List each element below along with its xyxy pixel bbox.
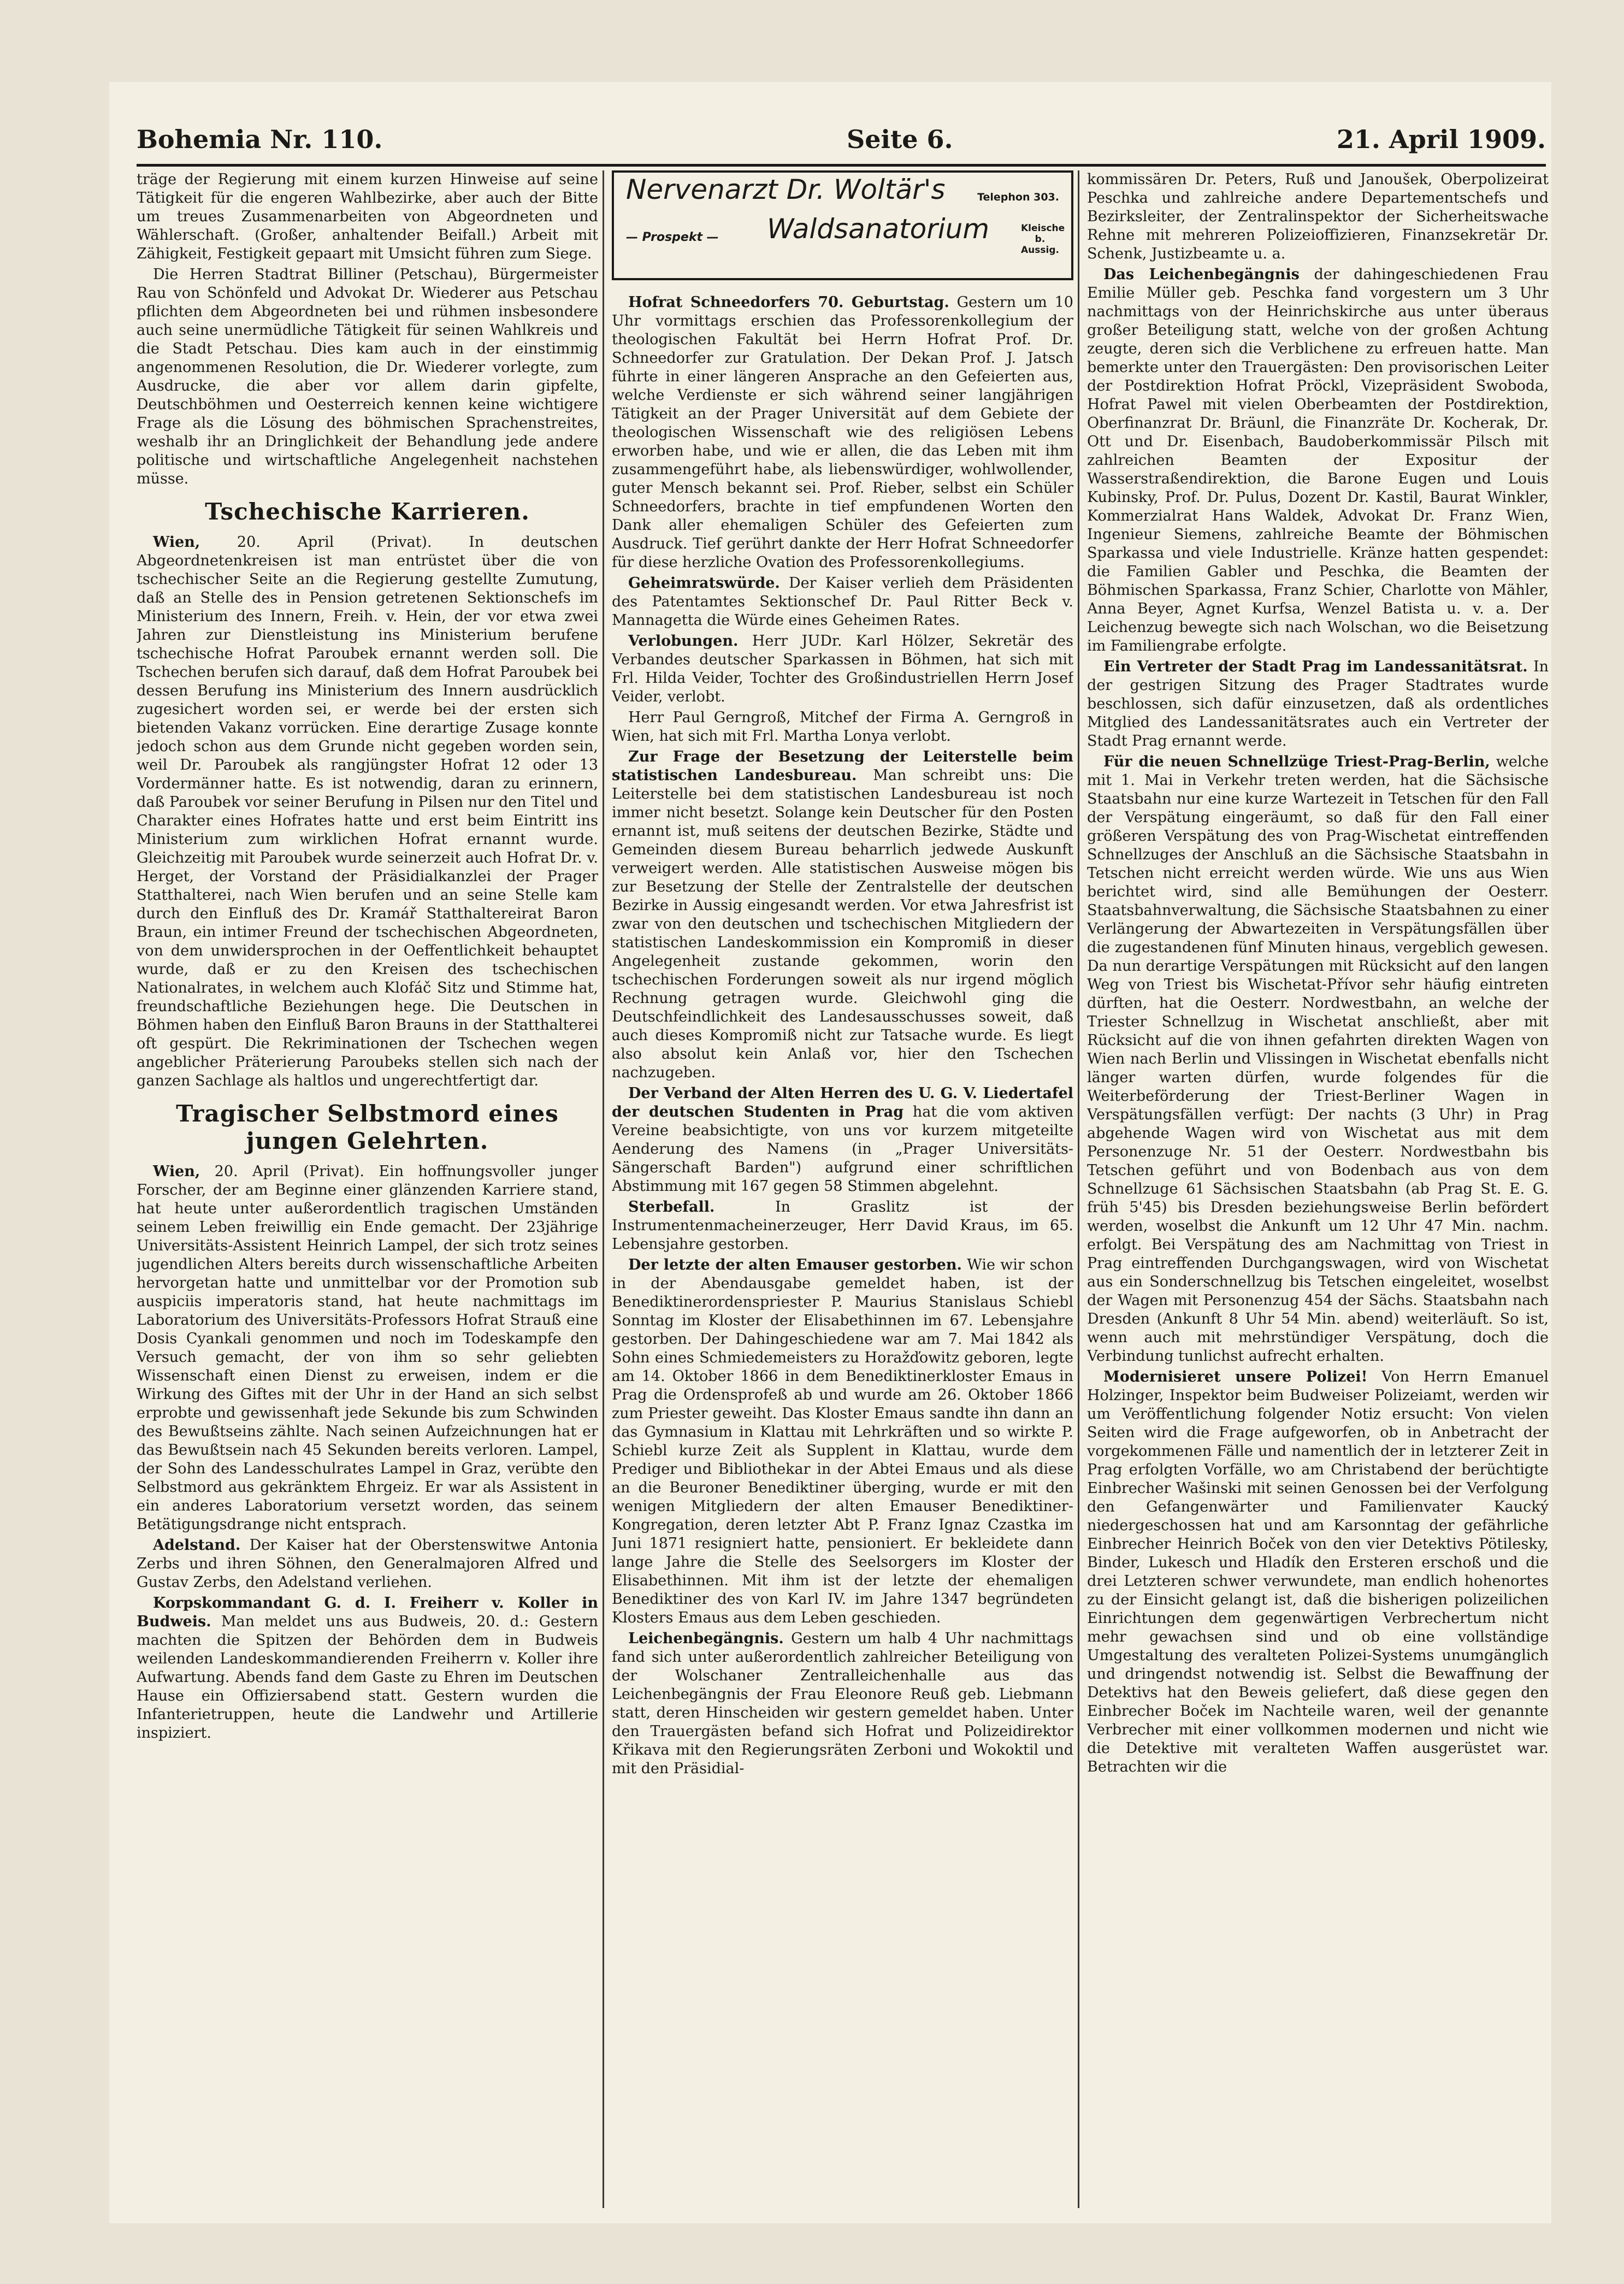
paragraph	[612, 1256, 1073, 1627]
paragraph-text: Man meldet uns aus Budweis, 20. d.: Gestern machten die Spitzen der Behörden dem in Budweis weilenden Landeskommandierenden Freiherrn v. Koller ihre Aufwartung. Abends fand dem Gaste zu Ehren im Deutschen Hause ein Offiziersabend statt. Gestern wurden die Infanterietruppen, heute die Landwehr und Artillerie inspiziert.	[137, 1613, 598, 1742]
paragraph	[612, 1084, 1073, 1196]
ad-title: Nervenarzt Dr. Woltär's	[626, 174, 946, 205]
paragraph-text: 20. April (Privat). In deutschen Abgeordnetenkreisen ist man entrüstet über die von tschechischer Seite an die Regierung gestellte Zumutung, daß an Stelle des in Pension getretenen Sektionschefs im Ministerium des Innern, Freih. v. Hein, der vor etwa zwei Jahren zur Dienstleistung ins Ministerium berufene tschechische Hofrat Paroubek ernannt werden soll. Die Tschechen berufen sich darauf, daß dem Hofrat Paroubek bei dessen Berufung ins Ministerium des Innern ausdrücklich zugesichert worden sei, er werde bei der ersten sich bietenden Vakanz vorrücken. Eine derartige Zusage konnte jedoch schon aus dem Grunde nicht gegeben worden sein, weil Dr. Paroubek als rangjüngster Hofrat 12 oder 13 Vordermänner hatte. Es ist notwendig, daran zu erinnern, daß Paroubek vor seiner Berufung in Pilsen nur den Titel und Charakter eines Hofrates hatte und erst beim Eintritt ins Ministerium zum wirklichen Hofrat ernannt wurde. Gleichzeitig mit Paroubek wurde seinerzeit auch Hofrat Dr. v. Herget, der Vorstand der Präsidialkanzlei der Prager Statthalterei, nach Wien berufen und an seine Stelle kam durch den Einfluß des Dr. Kramář Statthaltereirat Baron Braun, ein intimer Freund der tschechischen Abgeordneten, von dem unwidersprochen in der Oeffentlichkeit behauptet wurde, daß er zu den Kreisen des tschechischen Nationalrates, in welchem auch Klofáč Sitz und Stimme hat, freundschaftliche Beziehungen hege. Die Deutschen in Böhmen haben den Einfluß Baron Brauns in der Statthalterei oft gespürt. Die Rekriminationen der Tschechen wegen angeblicher Präterierung Paroubeks stellen sich nach der ganzen Sachlage als haltlos und ungerechtfertigt dar.	[137, 534, 598, 1089]
ad-subtitle: Waldsanatorium	[767, 213, 990, 245]
paragraph-lead: Wien,	[153, 1163, 200, 1180]
paragraph-text: 20. April (Privat). Ein hoffnungsvoller junger Forscher, der am Beginne einer glänzenden Karriere stand, hat heute unter außerordentlich tragischen Umständen seinem Leben freiwillig ein Ende gemacht. Der 23jährige Universitäts-Assistent Heinrich Lampel, der sich trotz seines jugendlichen Alters bereits durch wissenschaftliche Arbeiten hervorgetan hatte und unmittelbar vor der Promotion sub auspiciis imperatoris stand, hat heute nachmittags im Laboratorium des Universitäts-Professors Hofrat Strauß eine Dosis Cyankali genommen und noch im Todeskampfe den Versuch gemacht, der von ihm so sehr geliebten Wissenschaft einen Dienst zu erweisen, indem er die Wirkung des Giftes mit der Uhr in der Hand an sich selbst erprobte und gewissenhaft jede Sekunde bis zum Schwinden des Bewußtseins zählte. Nach seinen Aufzeichnungen hat er das Bewußtsein nach 45 Sekunden bereits verloren. Lampel, der Sohn des Landesschulrates Lampel in Graz, verübte den Selbstmord aus gekränktem Ehrgeiz. Er war als Assistent in ein anderes Laboratorium versetzt worden, das seinem Betätigungsdrange nicht entsprach.	[137, 1163, 598, 1533]
page-header	[137, 125, 1546, 163]
paragraph: kommissären Dr. Peters, Ruß und Janoušek, Oberpolizeirat Peschka und zahlreiche andere Departementschefs und Bezirksleiter, der Zentralinspektor der Sicherheitswache Rehne mit mehreren Polizeioffizieren, Finanzsekretär Dr. Schenk, Justizbeamte u. a.	[1087, 171, 1549, 262]
paragraph	[1087, 265, 1549, 656]
paragraph-text: Gestern um 10 Uhr vormittags erschien das Professorenkollegium der theologischen Fakultät bei Herrn Hofrat Prof. Dr. Schneedorfer zur Gratulation. Der Dekan Prof. J. Jatsch führte in einer längeren Ansprache an den Gefeierten aus, welche Verdienste er sich während seiner langjährigen Tätigkeit an der Prager Universität auf dem Gebiete der theologischen Wissenschaft wie des religiösen Lebens erworben habe, und wie er allen, die das Leben mit ihm zusammengeführt habe, als liebenswürdiger, wohlwollender, guter Mensch bekannt sei. Prof. Rieber, selbst ein Schüler Schneedorfers, brachte in tief empfundenen Worten den Dank aller ehemaligen Schüler des Gefeierten zum Ausdruck. Tief gerührt dankte der Herr Hofrat Schneedorfer für diese herzliche Ovation des Professorenkollegiums.	[612, 294, 1073, 571]
paragraph-text: Von Herrn Emanuel Holzinger, Inspektor beim Budweiser Polizeiamt, werden wir um Veröffentlichung folgender Notiz ersucht: Von vielen Seiten wird die Frage aufgeworfen, ob in Anbetracht der vorgekommenen Fälle und namentlich der in letzterer Zeit in Prag erfolgten Vorfälle, wo am Christabend der berüchtigte Einbrecher Wašinski mit seinen Genossen bei der Verfolgung den Gefangenwärter und Familienvater Kaucký niedergeschossen hat und am Karsonntag der gefährliche Einbrecher Heinrich Boček von den vier Detektivs Pötilesky, Binder, Lukesch und Hladík den Ersteren erschoß und die drei Letzteren schwer verwundete, man endlich hohenortes zu der Einsicht gelangt ist, daß die bisherigen polizeilichen Einrichtungen dem gegenwärtigen Verbrechertum nicht mehr gewachsen sind und ob eine vollständige Umgestaltung des veralteten Polizei-Systems unumgänglich und dringendst notwendig ist. Selbst die Bewaffnung der Detektivs hat den Beweis geliefert, daß diese gegen den Einbrecher Boček im Nachteile waren, weil der genannte Verbrecher mit einer vollkommen modernen und nicht wie die Detektive mit veralteten Waffen ausgerüstet war. Betrachten wir die	[1087, 1368, 1549, 1775]
column-3	[1087, 170, 1549, 2214]
paragraph	[137, 533, 598, 1090]
paragraph-lead: Modernisieret unsere Polizei!	[1103, 1368, 1368, 1385]
paragraph-text: Gestern um halb 4 Uhr nachmittags fand sich unter außerordentlich zahlreicher Beteiligung von der Wolschaner Zentralleichenhalle aus das Leichenbegängnis der Frau Eleonore Reuß geb. Liebmann statt, deren Hinscheiden wir gestern gemeldet haben. Unter den Trauergästen befand sich Hofrat und Polizeidirektor Křikava mit den Regierungsräten Zerboni und Wokoktil und mit den Präsidial-	[612, 1630, 1073, 1777]
paragraph-text: Herr JUDr. Karl Hölzer, Sekretär des Verbandes deutscher Sparkassen in Böhmen, hat sich mit Frl. Hilda Veider, Tochter des Großindustriellen Herrn Josef Veider, verlobt.	[612, 633, 1073, 705]
paragraph-text: Der Kaiser verlieh dem Präsidenten des Patentamtes Sektionschef Dr. Paul Ritter Beck v. Mannagetta die Würde eines Geheimen Rates.	[612, 575, 1073, 629]
paragraph	[1087, 753, 1549, 1366]
paragraph	[612, 1198, 1073, 1254]
paragraph-text: Der Kaiser hat der Oberstenswitwe Antonia Zerbs und ihren Söhnen, den Generalmajoren Alfred und Gustav Zerbs, den Adelstand verliehen.	[137, 1537, 598, 1591]
paragraph-text: In Graslitz ist der Instrumentenmacheinerzeuger, Herr David Kraus, im 65. Lebensjahre gestorben.	[612, 1199, 1073, 1253]
paragraph: träge der Regierung mit einem kurzen Hinweise auf seine Tätigkeit für die engeren Wahlbezirke, aber auch der Bitte um treues Zusammenarbeiten von Abgeordneten und Wählerschaft. (Großer, anhaltender Beifall.) Arbeit mit Zähigkeit, Festigkeit gepaart mit Umsicht führen zum Siege.	[137, 171, 598, 262]
column-1	[137, 170, 598, 2214]
paragraph-text: hat die vom aktiven Vereine beabsichtigte, von uns vor kurzem mitgeteilte Aenderung des Namens (in „Prager Universitäts-Sängerschaft Barden") aufgrund einer schriftlichen Abstimmung mit 167 gegen 58 Stimmen abgelehnt.	[612, 1103, 1073, 1195]
article-headline: Tschechische Karrieren.	[205, 498, 530, 525]
paragraph-lead: Wien,	[153, 534, 200, 551]
column-2	[612, 170, 1073, 2214]
paragraph	[137, 1536, 598, 1592]
paragraph-lead: Hofrat Schneedorfers 70. Geburtstag.	[628, 294, 949, 311]
newspaper-name: Bohemia Nr. 110.	[137, 125, 383, 154]
paragraph-lead: Geheimratswürde.	[628, 575, 780, 592]
ad-phone: Telephon 303.	[977, 191, 1059, 203]
paragraph	[612, 293, 1073, 572]
ad-prospekt: — Prospekt —	[626, 231, 719, 244]
paragraph	[612, 1630, 1073, 1778]
paragraph	[612, 574, 1073, 630]
paragraph-text: der dahingeschiedenen Frau Emilie Müller geb. Peschka fand vorgestern um 3 Uhr nachmittags von der Heinrichskirche aus unter überaus großer Beteiligung statt, welche von der großen Achtung zeugte, deren sich die Verblichene zu erfreuen hatte. Man bemerkte unter den Trauergästen: Den provisorischen Leiter der Postdirektion Hofrat Pröckl, Vizepräsident Swoboda, Hofrat Pawel mit vielen Oberbeamten der Postdirektion, Oberfinanzrat Dr. Bräunl, die Finanzräte Dr. Kocherak, Dr. Ott und Dr. Eisenbach, Baudoberkommissär Pilsch mit zahlreichen Beamten der Expositur der Wasserstraßendirektion, die Barone Eugen und Louis Kubinsky, Prof. Dr. Pulus, Dozent Dr. Kastil, Baurat Winkler, Kommerzialrat Hans Waldek, Advokat Dr. Franz Wien, Ingenieur Siemens, zahlreiche Beamte der Böhmischen Sparkassa und viele Industrielle. Kränze hatten gespendet: die Familien Gabler und Peschka, die Beamten der Böhmischen Sparkassa, Franz Schier, Charlotte von Mähler, Anna Beyer, Agnet Kurfsa, Wenzel Batista u. v. a. Der Leichenzug bewegte sich nach Wolschan, wo die Beisetzung im Familiengrabe erfolgte.	[1087, 266, 1549, 654]
paragraph-lead: Zur Frage der Besetzung der Leiterstelle beim statistischen Landesbureau.	[612, 748, 1073, 784]
paragraph: Herr Paul Gerngroß, Mitchef der Firma A. Gerngroß in Wien, hat sich mit Frl. Martha Lonya verlobt.	[612, 709, 1073, 745]
article-headline: Tragischer Selbstmord eines jungen Gelehrten.	[176, 1100, 559, 1154]
paragraph-text: welche mit 1. Mai in Verkehr treten werden, hat die Sächsische Staatsbahn nur eine kurze Wartezeit in Tetschen für den Fall der Verspätung eingeräumt, so daß für den Fall einer größeren Verspätung des von Prag-Wischetat eintreffenden Schnellzuges der Anschluß an die Sächsische Staatsbahn in Tetschen nicht erreicht werden würde. Wie uns aus Wien berichtet wird, sind alle Bemühungen der Oesterr. Staatsbahnverwaltung, die Sächsische Staatsbahnen zu einer Verlängerung der Abwartezeiten in Verspätungsfällen über die zugestandenen fünf Minuten hinaus, vergeblich gewesen. Da nun derartige Verspätungen mit Rücksicht auf den langen Weg von Triest bis Wischetat-Přívor sehr häufig eintreten dürften, hat die Oesterr. Nordwestbahn, an welche der Triester Schnellzug in Wischetat anschließt, aber mit Rücksicht auf die von ihnen gefahrten direkten Wagen von Wien nach Berlin und Vlissingen in Wischetat ebenfalls nicht länger warten dürfen, wurde folgendes für die Weiterbeförderung der Triest-Berliner Wagen in Verspätungsfällen verfügt: Der nachts (3 Uhr) in Prag abgehende Wagen wird von Wischetat aus mit dem Personenzuge Nr. 51 der Oesterr. Nordwestbahn bis Tetschen geführt und von Bodenbach aus von dem Schnellzuge 61 Sächsischen Staatsbahn (ab Prag St. E. G. früh 5'45) bis Dresden beziehungsweise Berlin befördert werden, woselbst die Ankunft um 12 Uhr 47 Min. nachm. erfolgt. Bei Verspätung des am Nachmittag von Triest in Prag eintreffenden Durchgangswagen, wird von Wischetat aus ein Sonderschnellzug bis Tetschen eingeleitet, woselbst der Wagen mit Personenzug 454 der Sächs. Staatsbahn nach Dresden (Ankunft 8 Uhr 54 Min. abend) weiterläuft. So ist, wenn auch mit mehrstündiger Verspätung, doch die Verbindung tunlichst aufrecht erhalten.	[1087, 753, 1549, 1365]
column-rule	[603, 170, 604, 2208]
paragraph	[612, 632, 1073, 706]
column-rule	[1078, 170, 1079, 2208]
paragraph-lead: Sterbefall.	[628, 1199, 715, 1215]
paragraph-lead: Adelstand.	[153, 1537, 241, 1554]
paragraph-lead: Leichenbegängnis.	[628, 1630, 784, 1647]
ad-place: Kleische b. Aussig.	[1021, 223, 1065, 256]
page-number: Seite 6.	[847, 125, 953, 154]
paragraph	[1087, 658, 1549, 751]
paragraph	[137, 1162, 598, 1534]
header-rule	[137, 164, 1546, 167]
paragraph-lead: Für die neuen Schnellzüge Triest-Prag-Berlin,	[1103, 753, 1490, 770]
issue-date: 21. April 1909.	[1336, 125, 1546, 154]
paragraph	[137, 1594, 598, 1743]
paragraph	[1087, 1368, 1549, 1777]
paragraph-lead: Verlobungen.	[628, 633, 739, 650]
paragraph-lead: Ein Vertreter der Stadt Prag im Landessanitätsrat.	[1103, 658, 1528, 675]
paragraph-lead: Der Verband der Alten Herren des U. G. V. Liedertafel der deutschen Studenten in Prag	[612, 1085, 1073, 1120]
paragraph-lead: Korpskommandant G. d. I. Freiherr v. Koller in Budweis.	[137, 1595, 598, 1630]
paragraph: Die Herren Stadtrat Billiner (Petschau), Bürgermeister Rau von Schönfeld und Advokat Dr. Wiederer aus Petschau pflichten dem Abgeordneten bei und rühmen insbesondere auch seine unermüdliche Tätigkeit für seinen Wahlkreis und die Stadt Petschau. Dies kam auch in der einstimmig angenommenen Resolution, die Dr. Wiederer vorlegte, zum Ausdrucke, die aber vor allem darin gipfelte, Deutschböhmen und Oesterreich kennen keine wichtigere Frage als die Lösung des böhmischen Sprachenstreites, weshalb ihr an Dringlichkeit der Behandlung jede andere politische und wirtschaftliche Angelegenheit nachstehen müsse.	[137, 266, 598, 487]
paragraph-text: Wie wir schon in der Abendausgabe gemeldet haben, ist der Benediktinerordenspriester P. Maurius Stanislaus Schiebl Sonntag im Kloster der Elisabethinnen im 67. Lebensjahre gestorben. Der Dahingeschiedene war am 7. Mai 1842 als Sohn eines Schmiedemeisters zu Horažďowitz geboren, legte am 14. Oktober 1866 in dem Benediktinerkloster Emaus in Prag die Ordensprofeß ab und wurde am 26. Oktober 1866 zum Priester geweiht. Das Kloster Emaus sandte ihn dann an das Gymnasium in Klattau mit Lehrkräften und so wirkte P. Schiebl kurze Zeit als Supplent in Klattau, wurde dem Prediger und Bibliothekar in der Abtei Emaus und als diese an die Beuroner Benediktiner überging, wurde er mit den wenigen Mitgliedern der alten Emauser Benediktiner-Kongregation, deren letzter Abt P. Franz Ignaz Czastka im Juni 1871 resigniert hatte, pensioniert. Er bekleidete dann lange Jahre die Stelle des Seelsorgers im Kloster der Elisabethinnen. Mit ihm ist der letzte der ehemaligen Benediktiner des von Karl IV. im Jahre 1347 begründeten Klosters Emaus aus dem Leben geschieden.	[612, 1256, 1073, 1626]
paragraph-lead: Das Leichenbegängnis	[1103, 266, 1300, 283]
sanatorium-advertisement	[612, 170, 1073, 280]
paragraph-text: Man schreibt uns: Die Leiterstelle bei dem statistischen Landesbureau ist noch immer nicht besetzt. Solange kein Deutscher für den Posten ernannt ist, muß seitens der deutschen Bezirke, Städte und Gemeinden diesem Bureau beharrlich jedwede Auskunft verweigert werden. Alle statistischen Ausweise mögen bis zur Besetzung der Stelle der Zentralstelle der deutschen Bezirke in Aussig eingesandt werden. Vor etwa Jahresfrist ist zwar von den deutschen und tschechischen Mitgliedern der statistischen Landeskommission ein Kompromiß in dieser Angelegenheit zustande gekommen, worin den tschechischen Forderungen soweit als nur irgend möglich Rechnung getragen wurde. Gleichwohl ging die Deutschfeindlichkeit des Landesausschusses soweit, daß auch dieses Kompromiß nicht zur Tatsache wurde. Es liegt also absolut kein Anlaß vor, hier den Tschechen nachzugeben.	[612, 767, 1073, 1081]
paragraph-lead: Der letzte der alten Emauser gestorben.	[628, 1256, 962, 1273]
paragraph-text: In der gestrigen Sitzung des Prager Stadtrates wurde beschlossen, sich dafür einzusetzen, daß als ordentliches Mitglied des Landessanitätsrates auch ein Vertreter der Stadt Prag ernannt werde.	[1087, 658, 1549, 749]
paragraph	[612, 748, 1073, 1082]
